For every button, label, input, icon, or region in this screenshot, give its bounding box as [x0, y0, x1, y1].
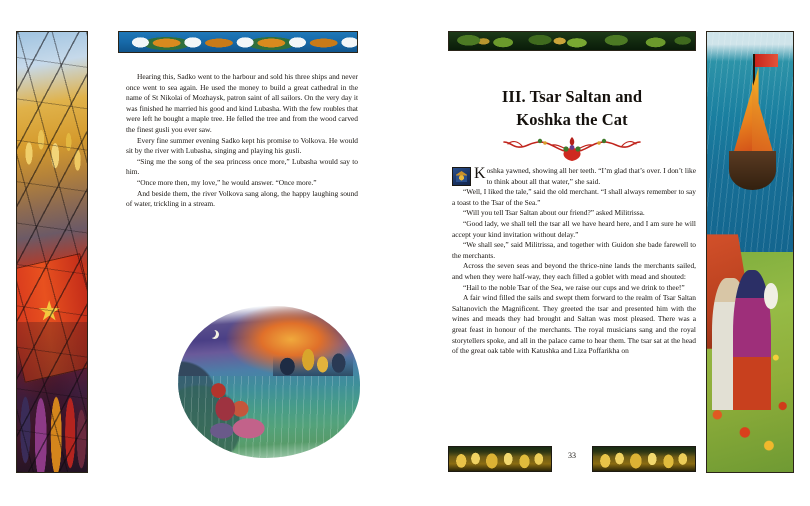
- city-domes-motif: [449, 447, 551, 471]
- seated-figures-shape: [200, 382, 284, 443]
- paragraph: “Hail to the noble Tsar of the Sea, we raise our cups and we drink to thee!”: [463, 282, 685, 292]
- paragraph: Across the seven seas and beyond the thrice-nine lands the merchants sailed, and when they were half-way, they each filled a goblet with mead and shouted:: [452, 261, 696, 281]
- page-title: [448, 85, 696, 131]
- paragraph: “We shall see,” said Militrissa, and together with Guidon she bade farewell to the merchants.: [452, 240, 696, 260]
- paragraph: A fair wind filled the sails and swept them forward to the realm of Tsar Saltan Saltanovich the Magnificent. They greeted the tsar and presented him with the wines and meads they had brought and Saltan was most pleased. There was a great feast in honour of the merchants. The royal musicians sang and the royal storytellers spoke, and all in the palace came to hear them. The tsar sat at the head of the great oak table with Katushka and Liza Poffarikha on: [452, 293, 696, 356]
- crescent-moon-icon: [207, 329, 216, 338]
- paragraph: “Once more then, my love,” he would answer. “Once more.”: [137, 177, 317, 187]
- foliage-top-border: [448, 31, 696, 51]
- paragraph-with-dropcap: [452, 166, 696, 187]
- paragraph: “Good lady, we shall tell the tsar all we have heard here, and I am sure he will accept your kind invitation without delay.”: [452, 218, 696, 239]
- right-page-text-column: [452, 166, 696, 357]
- paragraph-text: oshka yawned, showing all her teeth. “I’m glad that’s over. I don’t like to think about all that water,” she said.: [486, 166, 696, 186]
- page-number: 33: [568, 451, 576, 460]
- left-page-text-column: [126, 72, 358, 210]
- fish-and-shell-motif: [119, 32, 357, 52]
- pennant-shape: [755, 54, 777, 67]
- ship-and-shore-illustration: [706, 31, 794, 473]
- fish-shell-top-border: [118, 31, 358, 53]
- chapter-title-line-1: III. Tsar Saltan and: [501, 87, 643, 107]
- paragraph: And beside them, the river Volkova sang along, the happy laughing sound of water, trickling in a stream.: [126, 188, 358, 209]
- golden-city-band-right: [592, 446, 696, 472]
- golden-city-band-left: [448, 446, 552, 472]
- paragraph: “Well, I liked the tale,” said the old merchant. “I shall always remember to say a toast to the Tsar of the Sea.”: [452, 187, 696, 207]
- leading-lines-overlay: [17, 32, 87, 472]
- leaf-motif: [449, 32, 695, 50]
- paragraph: “Sing me the song of the sea princess once more,” Lubasha would say to him.: [126, 156, 358, 177]
- waving-cloth-shape: [764, 283, 778, 309]
- paragraph: “Will you tell Tsar Saltan about our friend?” asked Militrissa.: [463, 208, 645, 218]
- stained-glass-panel-illustration: [16, 31, 88, 473]
- riverside-scene-illustration: [178, 306, 360, 458]
- ship-hull-shape: [729, 151, 775, 191]
- floral-ornament-icon: [492, 128, 652, 162]
- drop-cap-letter: K: [474, 165, 486, 182]
- paragraph: Every fine summer evening Sadko kept his promise to Volkova. He would sit by the river with Lubasha, singing and playing his gusli.: [126, 135, 358, 156]
- city-domes-motif: [593, 447, 695, 471]
- chapter-title-line-2: Koshka the Cat: [516, 110, 628, 130]
- cathedral-silhouette: [273, 342, 353, 375]
- paragraph: Hearing this, Sadko went to the harbour and sold his three ships and never once went to sea again. He used the money to build a great cathedral in the name of St Nikolai of Mozhaysk, patron saint of all sailors. On the very day it was finished he married his good and kind Lubasha. With the few roubles that were left he bought a maple tree. He felled the tree and from the wood carved the finest gusli you ever saw.: [126, 72, 358, 134]
